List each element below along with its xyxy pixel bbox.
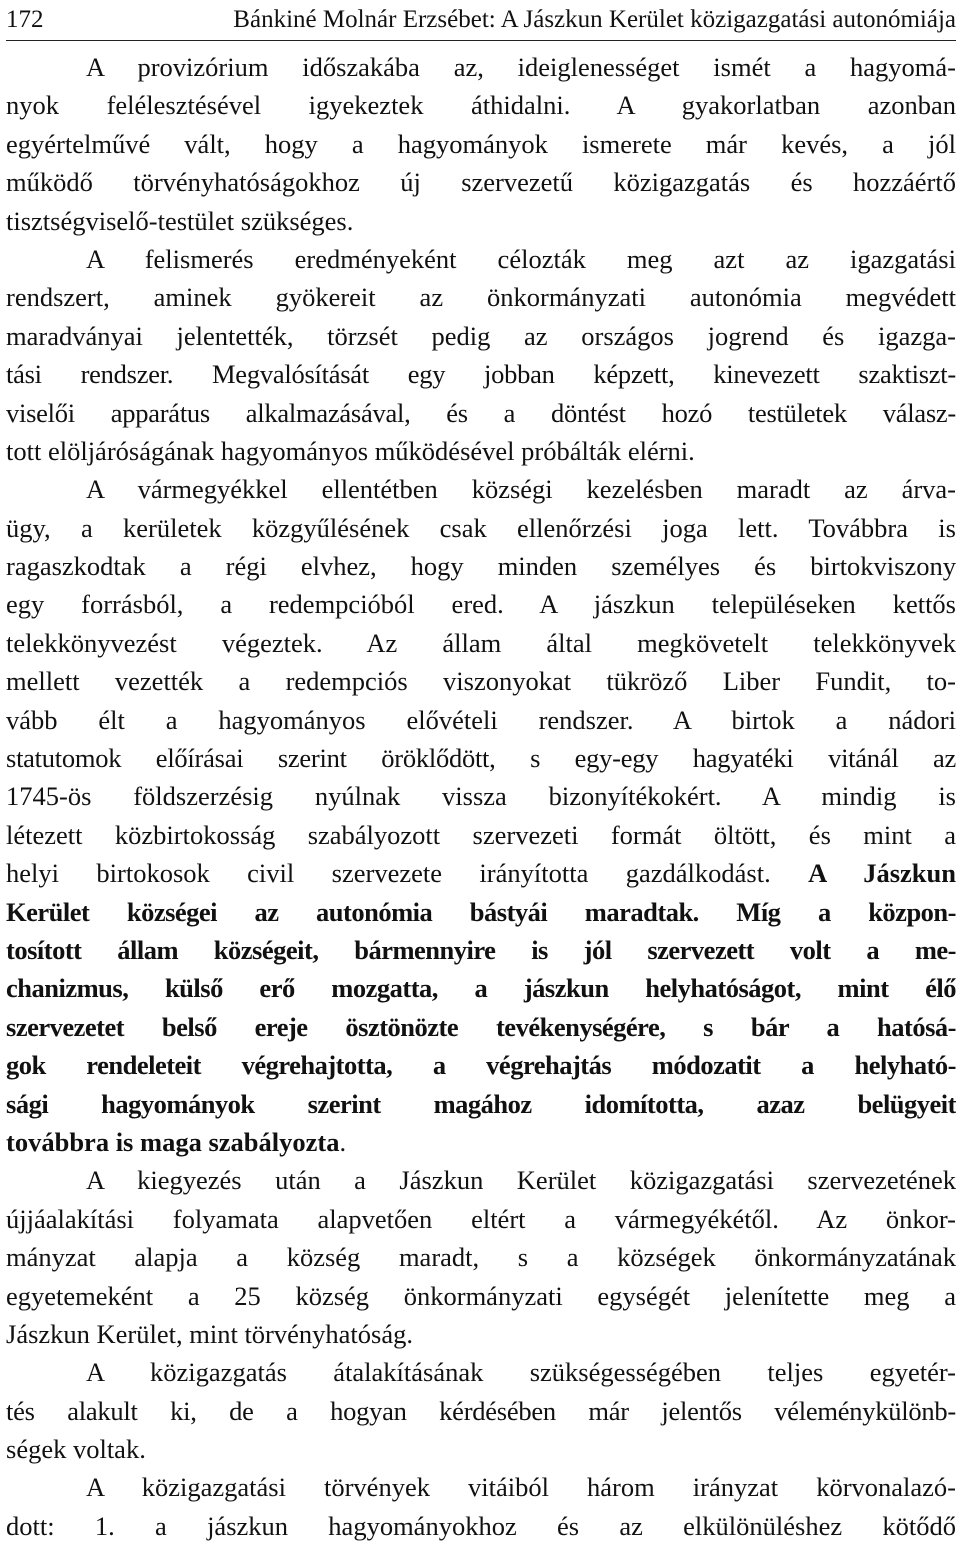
text-line: helyi birtokosok civil szervezete irányította gazdálkodást. A Jászkun [6,858,956,889]
text-line: továbbra is maga szabályozta. [6,1126,347,1157]
text-line: gok rendeleteit végrehajtotta, a végrehajtás módozatit a helyható- [6,1050,956,1081]
body-text [6,48,956,1545]
text-line: statutomok előírásai szerint öröklődött, s egy-egy hagyatéki vitánál az [6,743,956,774]
text-line: ügy, a kerületek közgyűlésének csak ellenőrzési joga lett. Továbbra is [6,512,956,543]
text-line: vább élt a hagyományos elővételi rendszer. A birtok a nádori [6,704,956,735]
text-line: tott elöljáróságának hagyományos működésével próbálták elérni. [6,435,695,466]
text-line: A kiegyezés után a Jászkun Kerület közigazgatási szervezetének [86,1165,956,1196]
text-line: viselői apparátus alkalmazásával, és a döntést hozó testületek válasz- [6,397,956,428]
text-line: működő törvényhatóságokhoz új szervezetű közigazgatás és hozzáértő [6,167,956,198]
text-line: ségek voltak. [6,1434,146,1465]
text-line: mellett vezették a redempciós viszonyokat tükröző Liber Fundit, to- [6,666,956,697]
text-line: újjáalakítási folyamata alapvetően eltért a vármegyékétől. Az önkor- [6,1203,956,1234]
text-line: telekkönyvezést végeztek. Az állam által megkövetelt telekkönyvek [6,627,956,658]
text-line: A közigazgatás átalakításának szükségességében teljes egyetér- [86,1357,956,1388]
text-line: tási rendszer. Megvalósítását egy jobban képzett, kinevezett szaktiszt- [6,359,956,390]
page-header [6,0,956,41]
text-line: maradványai jelentették, törzsét pedig az országos jogrend és igazga- [6,320,956,351]
text-line: sági hagyományok szerint magához idomította, azaz belügyeit [6,1088,956,1119]
page-number: 172 [6,6,44,33]
text-line: A közigazgatási törvények vitáiból három irányzat körvonalazó- [86,1472,956,1503]
text-line: mányzat alapja a község maradt, s a községek önkormányzatának [6,1242,956,1273]
text-line: Jászkun Kerület, mint törvényhatóság. [6,1318,413,1349]
text-line: szervezetet belső ereje ösztönözte tevékenységére, s bár a hatósá- [6,1011,956,1042]
text-line: egyértelművé vált, hogy a hagyományok ismerete már kevés, a jól [6,128,956,159]
text-line: A provizórium időszakába az, ideiglenességet ismét a hagyomá- [86,52,956,82]
text-line: egy forrásból, a redempcióból ered. A jászkun településeken kettős [6,589,956,620]
text-line: ragaszkodtak a régi elvhez, hogy minden személyes és birtokviszony [6,551,956,582]
text-line: nyok felélesztésével igyekeztek áthidalni. A gyakorlatban azonban [6,90,956,121]
text-line: tosított állam községeit, bármennyire is jól szervezett volt a me- [6,934,956,965]
text-line: egyetemeként a 25 község önkormányzati egységét jelenítette meg a [6,1280,956,1311]
text-line: létezett közbirtokosság szabályozott szervezeti formát öltött, és mint a [6,819,956,850]
text-line: chanizmus, külső erő mozgatta, a jászkun helyhatóságot, mint élő [6,973,956,1004]
text-line: rendszert, aminek gyökereit az önkormányzati autonómia megvédett [6,282,956,313]
text-line: dott: 1. a jászkun hagyományokhoz és az elkülönüléshez kötődő [6,1510,956,1541]
text-line: 1745-ös földszerzésig nyúlnak vissza bizonyítékokért. A mindig is [6,781,956,812]
text-line: tisztségviselő-testület szükséges. [6,205,354,236]
text-line: tés alakult ki, de a hogyan kérdésében már jelentős véleménykülönb- [6,1395,956,1426]
text-line: A felismerés eredményeként célozták meg azt az igazgatási [86,243,956,274]
text-line: A vármegyékkel ellentétben községi kezelésben maradt az árva- [86,474,956,505]
text-line: Kerület községei az autonómia bástyái maradtak. Míg a közpon- [6,896,956,927]
running-title: Bánkiné Molnár Erzsébet: A Jászkun Kerület közigazgatási autonómiája [233,6,956,33]
